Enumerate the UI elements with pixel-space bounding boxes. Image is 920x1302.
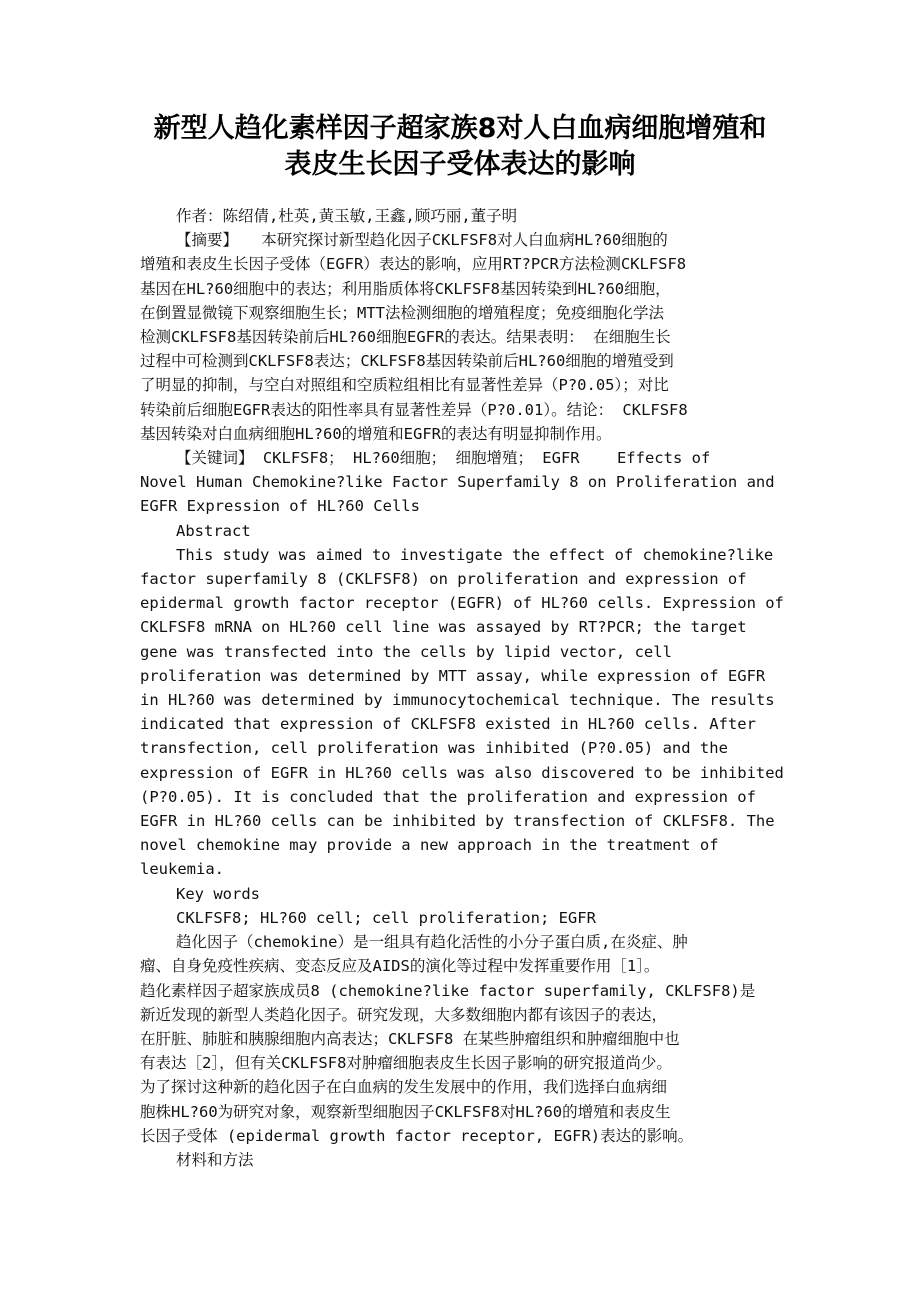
authors: 作者：陈绍倩,杜英,黄玉敏,王鑫,顾巧丽,董子明 <box>176 207 518 225</box>
title-line-1: 新型人趋化素样因子超家族8对人白血病细胞增殖和 <box>153 113 767 144</box>
methods-heading: 材料和方法 <box>176 1150 254 1169</box>
abstract-cn: 【摘要】 本研究探讨新型趋化因子CKLFSF8对人白血病HL?60细胞的 增殖和表皮生长因子受体（EGFR）表达的影响，应用RT?PCR方法检测CKLFSF8 基因在HL?60细胞中的表达；利用脂质体将CKLFSF8基因转染到HL?60细胞， 在倒置显微镜下观察细胞生长；MTT法检测细胞的增殖程度；免疫细胞化学法 检测CKLFSF8基因转染前后HL?60细胞EGFR的表达。结果表明： 在细胞生长 过程中可检测到CKLFSF8表达；CKLFSF8基因转染前后HL?60细胞的增殖受到 了明显的抑制，与空白对照组和空质粒组相比有显著性差异（P?0.05）；对比 转染前后细胞EGFR表达的阳性率具有显著性差异（P?0.01）。结论： CKLFSF8 基因转染对白血病细胞HL?60的增殖和EGFR的表达有明显抑制作用。 <box>140 231 688 443</box>
document-body <box>140 204 805 1172</box>
abstract-en-heading: Abstract <box>176 521 251 540</box>
keywords-en-heading: Key words <box>176 884 260 903</box>
abstract-en: This study was aimed to investigate the effect of chemokine?like factor superfamily 8 (CKLFSF8) on proliferation and expression of epidermal growth factor receptor (EGFR) of HL?60 cells. Expression of CKLFSF8 mRNA on HL?60 cell line was assayed by RT?PCR; the target gene was transfected into the cells by lipid vector, cell proliferation was determined by MTT assay, while expression of EGFR in HL?60 was determined by immunocytochemical technique. The results indicated that expression of CKLFSF8 existed in HL?60 cells. After transfection, cell proliferation was inhibited (P?0.05) and the expression of EGFR in HL?60 cells was also discovered to be inhibited (P?0.05). It is concluded that the proliferation and expression of EGFR in HL?60 cells can be inhibited by transfection of CKLFSF8. The novel chemokine may provide a new approach in the treatment of leukemia. <box>140 545 784 879</box>
title-line-2: 表皮生长因子受体表达的影响 <box>284 149 636 180</box>
intro-paragraph: 趋化因子（chemokine）是一组具有趋化活性的小分子蛋白质,在炎症、肿 瘤、自身免疫性疾病、变态反应及AIDS的演化等过程中发挥重要作用［1］。 趋化素样因子超家族成员8 (chemokine?like factor superfamily, CKLFSF8)是 新近发现的新型人类趋化因子。研究发现，大多数细胞内都有该因子的表达， 在肝脏、肺脏和胰腺细胞内高表达；CKLFSF8 在某些肿瘤组织和肿瘤细胞中也 有表达［2］，但有关CKLFSF8对肿瘤细胞表皮生长因子影响的研究报道尚少。 为了探讨这种新的趋化因子在白血病的发生发展中的作用，我们选择白血病细 胞株HL?60为研究对象，观察新型细胞因子CKLFSF8对HL?60的增殖和表皮生 长因子受体 (epidermal growth factor receptor, EGFR)表达的影响。 <box>140 933 756 1145</box>
keywords-en: CKLFSF8; HL?60 cell; cell proliferation; EGFR <box>176 908 596 927</box>
keywords-cn: 【关键词】 CKLFSF8； HL?60细胞； 细胞增殖； EGFR Effects of Novel Human Chemokine?like Factor Superfamily 8 on Proliferation and EGFR Expression of HL?60 Cells <box>140 449 775 516</box>
